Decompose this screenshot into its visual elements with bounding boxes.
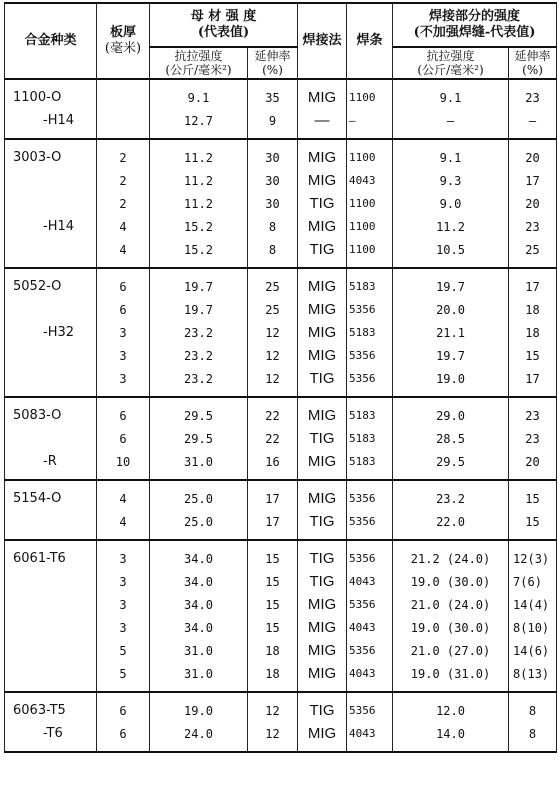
weld-method-cell: MIG	[298, 616, 347, 639]
weld-tensile-cell: 11.2	[393, 215, 509, 238]
base-elongation-cell: 15	[248, 540, 298, 570]
base-tensile-cell: 34.0	[150, 570, 248, 593]
alloy-cell	[5, 662, 97, 692]
weld-method-cell: MIG	[298, 139, 347, 169]
weld-tensile-cell: 20.0	[393, 298, 509, 321]
weld-elongation-cell: 20	[509, 450, 557, 480]
header-weld-elongation: 延伸率 (%)	[509, 47, 557, 79]
weld-tensile-cell: 9.3	[393, 169, 509, 192]
weld-elongation-cell: 18	[509, 321, 557, 344]
weld-method-cell: MIG	[298, 397, 347, 427]
thickness-cell: 4	[97, 238, 150, 268]
alloy-cell	[5, 344, 97, 367]
weld-tensile-cell: 21.0 (27.0)	[393, 639, 509, 662]
thickness-cell: 2	[97, 169, 150, 192]
alloy-cell: 1100-O	[5, 79, 97, 109]
filler-rod-cell: 1100	[347, 238, 393, 268]
filler-rod-cell: 5183	[347, 321, 393, 344]
thickness-cell: 4	[97, 510, 150, 540]
thickness-cell: 3	[97, 321, 150, 344]
weld-elongation-cell: 18	[509, 298, 557, 321]
table-row	[5, 722, 557, 752]
weld-method-cell: MIG	[298, 169, 347, 192]
thickness-cell: 3	[97, 367, 150, 397]
table-row	[5, 480, 557, 510]
filler-rod-cell: 1100	[347, 192, 393, 215]
weld-tensile-cell: 12.0	[393, 692, 509, 722]
weld-method-cell: MIG	[298, 298, 347, 321]
weld-tensile-cell: —	[393, 109, 509, 139]
filler-rod-cell: 5183	[347, 397, 393, 427]
base-elongation-cell: 12	[248, 321, 298, 344]
weld-elongation-cell: —	[509, 109, 557, 139]
base-tensile-cell: 19.7	[150, 268, 248, 298]
base-elongation-cell: 8	[248, 238, 298, 268]
table-row	[5, 79, 557, 109]
weld-elongation-cell: 7(6)	[509, 570, 557, 593]
base-elongation-cell: 22	[248, 427, 298, 450]
weld-method-cell: —	[298, 109, 347, 139]
base-tensile-cell: 15.2	[150, 215, 248, 238]
weld-tensile-cell: 9.0	[393, 192, 509, 215]
alloy-cell	[5, 192, 97, 215]
weld-tensile-cell: 22.0	[393, 510, 509, 540]
base-elongation-cell: 12	[248, 367, 298, 397]
filler-rod-cell: 4043	[347, 722, 393, 752]
weld-elongation-cell: 15	[509, 510, 557, 540]
table-row	[5, 298, 557, 321]
weld-method-cell: TIG	[298, 510, 347, 540]
thickness-cell: 6	[97, 722, 150, 752]
alloy-cell	[5, 616, 97, 639]
header-thickness-unit: (毫米)	[104, 41, 142, 56]
weld-elongation-cell: 12(3)	[509, 540, 557, 570]
base-elongation-cell: 12	[248, 692, 298, 722]
base-elongation-cell: 30	[248, 192, 298, 215]
base-elongation-cell: 15	[248, 593, 298, 616]
base-tensile-cell: 15.2	[150, 238, 248, 268]
weld-method-cell: MIG	[298, 344, 347, 367]
alloy-cell: -H14	[5, 215, 97, 238]
weld-tensile-cell: 9.1	[393, 79, 509, 109]
weld-method-cell: MIG	[298, 639, 347, 662]
weld-elongation-cell: 8	[509, 722, 557, 752]
thickness-cell: 2	[97, 192, 150, 215]
weld-tensile-cell: 19.0 (30.0)	[393, 616, 509, 639]
weld-tensile-cell: 9.1	[393, 139, 509, 169]
weld-elongation-cell: 14(4)	[509, 593, 557, 616]
table-row	[5, 321, 557, 344]
weld-tensile-cell: 14.0	[393, 722, 509, 752]
weld-elongation-cell: 17	[509, 268, 557, 298]
base-tensile-cell: 12.7	[150, 109, 248, 139]
thickness-cell: 3	[97, 616, 150, 639]
weld-elongation-cell: 23	[509, 215, 557, 238]
filler-rod-cell: 5356	[347, 593, 393, 616]
header-method: 焊接法	[298, 3, 347, 79]
weld-tensile-cell: 19.7	[393, 268, 509, 298]
base-elongation-cell: 18	[248, 639, 298, 662]
base-tensile-cell: 29.5	[150, 427, 248, 450]
header-base-group: 母 材 强 度 (代表值)	[150, 3, 298, 47]
table-row	[5, 109, 557, 139]
table-row	[5, 662, 557, 692]
thickness-cell: 6	[97, 427, 150, 450]
weld-method-cell: MIG	[298, 662, 347, 692]
header-weld-group: 焊接部分的强度 (不加强焊缝-代表值)	[393, 3, 557, 47]
table-row	[5, 367, 557, 397]
base-tensile-cell: 31.0	[150, 662, 248, 692]
weld-method-cell: TIG	[298, 692, 347, 722]
filler-rod-cell: 1100	[347, 139, 393, 169]
base-elongation-cell: 9	[248, 109, 298, 139]
weld-tensile-cell: 29.0	[393, 397, 509, 427]
weld-method-cell: TIG	[298, 427, 347, 450]
filler-rod-cell: 4043	[347, 616, 393, 639]
base-tensile-cell: 29.5	[150, 397, 248, 427]
weld-elongation-cell: 17	[509, 367, 557, 397]
alloy-cell: 6061-T6	[5, 540, 97, 570]
base-tensile-cell: 19.0	[150, 692, 248, 722]
table-row	[5, 570, 557, 593]
weld-method-cell: TIG	[298, 192, 347, 215]
thickness-cell: 6	[97, 397, 150, 427]
alloy-cell	[5, 298, 97, 321]
base-elongation-cell: 25	[248, 268, 298, 298]
filler-rod-cell: 5356	[347, 692, 393, 722]
header-weld-tensile: 抗拉强度 (公斤/毫米²)	[393, 47, 509, 79]
alloy-cell: 3003-O	[5, 139, 97, 169]
base-elongation-cell: 30	[248, 139, 298, 169]
thickness-cell: 3	[97, 570, 150, 593]
table-row	[5, 139, 557, 169]
weld-tensile-cell: 19.0	[393, 367, 509, 397]
base-tensile-cell: 9.1	[150, 79, 248, 109]
weld-elongation-cell: 17	[509, 169, 557, 192]
alloy-cell: -H14	[5, 109, 97, 139]
weld-tensile-cell: 23.2	[393, 480, 509, 510]
weld-elongation-cell: 15	[509, 344, 557, 367]
weld-elongation-cell: 8	[509, 692, 557, 722]
header-rod: 焊条	[347, 3, 393, 79]
base-tensile-cell: 25.0	[150, 510, 248, 540]
filler-rod-cell: 4043	[347, 169, 393, 192]
thickness-cell: 10	[97, 450, 150, 480]
filler-rod-cell: 5183	[347, 268, 393, 298]
filler-rod-cell: 5356	[347, 367, 393, 397]
filler-rod-cell: 5356	[347, 298, 393, 321]
table-row	[5, 639, 557, 662]
thickness-cell: 6	[97, 692, 150, 722]
filler-rod-cell: —	[347, 109, 393, 139]
table-row	[5, 215, 557, 238]
alloy-cell	[5, 169, 97, 192]
filler-rod-cell: 5356	[347, 639, 393, 662]
table-row	[5, 427, 557, 450]
weld-tensile-cell: 19.0 (30.0)	[393, 570, 509, 593]
table-row	[5, 616, 557, 639]
weld-tensile-cell: 29.5	[393, 450, 509, 480]
weld-tensile-cell: 21.0 (24.0)	[393, 593, 509, 616]
base-elongation-cell: 15	[248, 616, 298, 639]
thickness-cell	[97, 79, 150, 109]
weld-method-cell: MIG	[298, 722, 347, 752]
weld-method-cell: TIG	[298, 238, 347, 268]
table-row	[5, 397, 557, 427]
base-tensile-cell: 34.0	[150, 616, 248, 639]
weld-elongation-cell: 23	[509, 427, 557, 450]
base-elongation-cell: 16	[248, 450, 298, 480]
weld-tensile-cell: 28.5	[393, 427, 509, 450]
weld-tensile-cell: 19.0 (31.0)	[393, 662, 509, 692]
base-tensile-cell: 31.0	[150, 450, 248, 480]
filler-rod-cell: 5356	[347, 540, 393, 570]
base-elongation-cell: 25	[248, 298, 298, 321]
table-row	[5, 344, 557, 367]
weld-elongation-cell: 23	[509, 397, 557, 427]
weld-elongation-cell: 23	[509, 79, 557, 109]
weld-method-cell: MIG	[298, 268, 347, 298]
weld-elongation-cell: 20	[509, 139, 557, 169]
base-elongation-cell: 17	[248, 480, 298, 510]
table-row	[5, 238, 557, 268]
weld-tensile-cell: 21.2 (24.0)	[393, 540, 509, 570]
base-elongation-cell: 12	[248, 344, 298, 367]
base-elongation-cell: 8	[248, 215, 298, 238]
alloy-cell	[5, 639, 97, 662]
table-row	[5, 593, 557, 616]
weld-elongation-cell: 20	[509, 192, 557, 215]
header-thickness-label: 板厚	[109, 25, 136, 40]
alloy-cell	[5, 238, 97, 268]
alloy-cell	[5, 570, 97, 593]
base-elongation-cell: 30	[248, 169, 298, 192]
alloy-cell	[5, 367, 97, 397]
alloy-cell	[5, 427, 97, 450]
weld-method-cell: TIG	[298, 570, 347, 593]
base-elongation-cell: 17	[248, 510, 298, 540]
alloy-cell: 5052-O	[5, 268, 97, 298]
weld-method-cell: MIG	[298, 321, 347, 344]
header-base-elongation: 延伸率 (%)	[248, 47, 298, 79]
weld-elongation-cell: 14(6)	[509, 639, 557, 662]
weld-method-cell: MIG	[298, 79, 347, 109]
alloy-cell: -T6	[5, 722, 97, 752]
base-tensile-cell: 11.2	[150, 139, 248, 169]
base-tensile-cell: 11.2	[150, 192, 248, 215]
table-row	[5, 450, 557, 480]
thickness-cell: 4	[97, 215, 150, 238]
weld-method-cell: TIG	[298, 367, 347, 397]
table-row	[5, 268, 557, 298]
alloy-cell: -H32	[5, 321, 97, 344]
thickness-cell: 3	[97, 593, 150, 616]
thickness-cell: 6	[97, 298, 150, 321]
base-tensile-cell: 24.0	[150, 722, 248, 752]
filler-rod-cell: 1100	[347, 79, 393, 109]
alloy-cell	[5, 510, 97, 540]
alloy-cell: 6063-T5	[5, 692, 97, 722]
base-tensile-cell: 34.0	[150, 540, 248, 570]
base-tensile-cell: 23.2	[150, 321, 248, 344]
thickness-cell: 5	[97, 662, 150, 692]
base-tensile-cell: 34.0	[150, 593, 248, 616]
weld-elongation-cell: 8(10)	[509, 616, 557, 639]
base-tensile-cell: 25.0	[150, 480, 248, 510]
base-tensile-cell: 11.2	[150, 169, 248, 192]
weld-elongation-cell: 8(13)	[509, 662, 557, 692]
weld-elongation-cell: 15	[509, 480, 557, 510]
welding-strength-table	[4, 2, 557, 753]
thickness-cell: 3	[97, 344, 150, 367]
weld-method-cell: MIG	[298, 593, 347, 616]
thickness-cell: 3	[97, 540, 150, 570]
base-tensile-cell: 31.0	[150, 639, 248, 662]
weld-method-cell: MIG	[298, 450, 347, 480]
base-elongation-cell: 18	[248, 662, 298, 692]
base-tensile-cell: 23.2	[150, 367, 248, 397]
table-body	[5, 79, 557, 752]
table-row	[5, 169, 557, 192]
thickness-cell: 2	[97, 139, 150, 169]
header-thickness	[97, 3, 150, 79]
thickness-cell: 4	[97, 480, 150, 510]
alloy-cell: 5154-O	[5, 480, 97, 510]
thickness-cell: 6	[97, 268, 150, 298]
weld-tensile-cell: 19.7	[393, 344, 509, 367]
table-row	[5, 510, 557, 540]
weld-method-cell: TIG	[298, 540, 347, 570]
weld-method-cell: MIG	[298, 480, 347, 510]
base-elongation-cell: 12	[248, 722, 298, 752]
header-alloy: 合金种类	[5, 3, 97, 79]
weld-elongation-cell: 25	[509, 238, 557, 268]
thickness-cell: 5	[97, 639, 150, 662]
filler-rod-cell: 5183	[347, 450, 393, 480]
alloy-cell	[5, 593, 97, 616]
filler-rod-cell: 4043	[347, 662, 393, 692]
base-elongation-cell: 15	[248, 570, 298, 593]
filler-rod-cell: 5356	[347, 480, 393, 510]
weld-tensile-cell: 21.1	[393, 321, 509, 344]
alloy-cell: -R	[5, 450, 97, 480]
base-elongation-cell: 22	[248, 397, 298, 427]
base-elongation-cell: 35	[248, 79, 298, 109]
filler-rod-cell: 1100	[347, 215, 393, 238]
filler-rod-cell: 5356	[347, 510, 393, 540]
header-base-tensile: 抗拉强度 (公斤/毫米²)	[150, 47, 248, 79]
alloy-cell: 5083-O	[5, 397, 97, 427]
filler-rod-cell: 5183	[347, 427, 393, 450]
filler-rod-cell: 4043	[347, 570, 393, 593]
weld-tensile-cell: 10.5	[393, 238, 509, 268]
table-row	[5, 692, 557, 722]
thickness-cell	[97, 109, 150, 139]
base-tensile-cell: 23.2	[150, 344, 248, 367]
table-row	[5, 540, 557, 570]
base-tensile-cell: 19.7	[150, 298, 248, 321]
table-row	[5, 192, 557, 215]
filler-rod-cell: 5356	[347, 344, 393, 367]
table-header	[5, 3, 557, 79]
weld-method-cell: MIG	[298, 215, 347, 238]
